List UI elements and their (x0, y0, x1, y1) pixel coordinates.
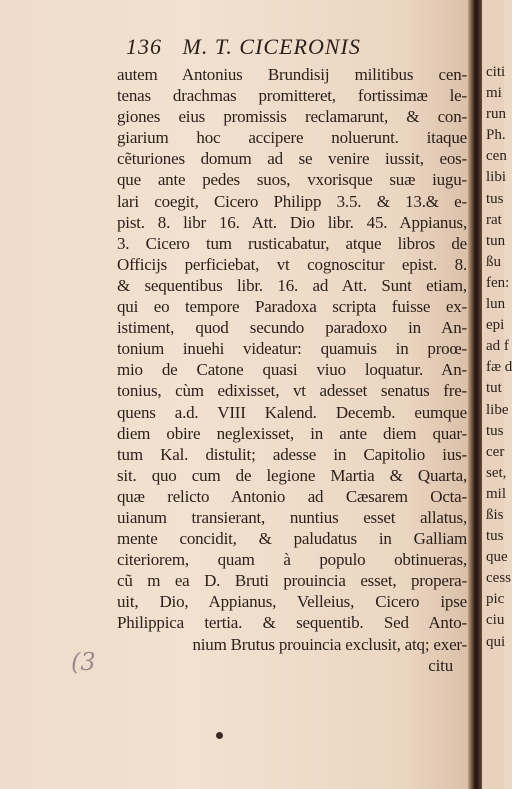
body-text (117, 64, 467, 676)
text-line: nium Brutus prouincia exclusit, atq; exer- (192, 634, 467, 654)
text-line: 3. Cicero tum rusticabatur, atque libros de (117, 233, 467, 253)
text-line: istiment, quod secundo paradoxo in An- (117, 318, 467, 338)
facing-page-fragment: tut (486, 380, 502, 397)
text-line: uianum transierant, nuntius esset allatus, (117, 507, 467, 527)
facing-page-edge (482, 0, 512, 789)
book-gutter (468, 0, 482, 789)
text-line: giarium hoc accipere noluerunt. itaque (117, 128, 467, 148)
facing-page-fragment: epi (486, 317, 505, 334)
text-line: que ante pedes suos, vxorisque suæ iugu- (117, 170, 467, 190)
text-line: citeriorem, quam à populo obtinueras, (117, 550, 467, 570)
text-line: autem Antonius Brundisij militibus cen- (117, 65, 467, 84)
facing-page-fragment: tus (486, 422, 504, 439)
facing-page-fragment: Ph. (486, 127, 506, 144)
facing-page-fragment: qui (486, 633, 506, 650)
facing-page-fragment: run (486, 106, 506, 123)
facing-page-fragment: fæ d (486, 359, 512, 376)
text-line: qui eo tempore Paradoxa scripta fuisse ex- (117, 297, 467, 317)
text-line: mente concidit, & paludatus in Galliam (117, 529, 467, 549)
text-line: tonius, cùm edixisset, vt adesset senatus fre- (117, 381, 467, 401)
ink-dot (216, 732, 223, 739)
text-line: uit, Dio, Appianus, Velleius, Cicero ipse (117, 592, 467, 612)
text-line: pist. 8. libr 16. Att. Dio libr. 45. Appianus, (117, 212, 467, 232)
text-line: quæ relicto Antonio ad Cæsarem Octa- (117, 486, 467, 506)
facing-page-fragment: cess (486, 570, 511, 587)
text-line: giones eius promissis reclamarunt, & con- (117, 107, 467, 127)
text-line: Philippica tertia. & sequentib. Sed Anto- (117, 613, 467, 633)
running-title: M. T. CICERONIS (182, 34, 361, 59)
facing-page-fragment: ßu (486, 253, 501, 270)
facing-page-fragment: mi (486, 85, 502, 102)
text-line: sit. quo cum de legione Martia & Quarta, (117, 465, 467, 485)
facing-page-fragment: que (486, 549, 508, 566)
facing-page-fragment: tus (486, 190, 504, 207)
running-header (126, 34, 446, 64)
handwritten-margin-note: (3 (71, 648, 96, 676)
facing-page-fragment: lun (486, 296, 506, 313)
facing-page-fragment: cer (486, 443, 505, 460)
facing-page-fragment: rat (486, 211, 502, 228)
facing-page-fragment: set, (486, 464, 507, 481)
facing-page-fragments (482, 62, 512, 653)
text-line: lari coegit, Cicero Philipp 3.5. & 13.& e- (117, 191, 467, 211)
text-line: tenas drachmas promitteret, fortissimæ le- (117, 86, 467, 106)
page-number: 136 (126, 34, 162, 59)
facing-page-fragment: tus (486, 528, 504, 545)
facing-page-fragment: citi (486, 64, 506, 80)
facing-page-fragment: libe (486, 401, 509, 418)
facing-page-fragment: libi (486, 169, 507, 186)
text-line: cũ m ea D. Bruti prouincia esset, propera- (117, 571, 467, 591)
text-line: diem obire neglexisset, in ante diem quar- (117, 423, 467, 443)
catchword: citu (428, 655, 453, 675)
text-line: Officijs perficiebat, vt cognoscitur epist. 8. (117, 254, 467, 274)
text-line: tonium inuehi videatur: quamuis in proœ- (117, 339, 467, 359)
facing-page-fragment: tun (486, 232, 506, 249)
text-line: & sequentibus libr. 16. ad Att. Sunt etiam, (117, 275, 467, 295)
text-line: mio de Catone quasi viuo loquatur. An- (117, 360, 467, 380)
facing-page-fragment: ad f (486, 338, 509, 355)
text-line: cẽturiones domum ad se venire iussit, eos- (117, 149, 467, 169)
facing-page-fragment: cen (486, 148, 507, 165)
facing-page-fragment: fen: (486, 274, 510, 291)
text-line: quens a.d. VIII Kalend. Decemb. eumque (117, 402, 467, 422)
facing-page-fragment: ciu (486, 612, 505, 629)
facing-page-fragment: pic (486, 591, 505, 608)
text-line: tum Kal. distulit; adesse in Capitolio ius- (117, 444, 467, 464)
facing-page-fragment: ßis (486, 506, 504, 523)
facing-page-fragment: mil (486, 485, 507, 502)
